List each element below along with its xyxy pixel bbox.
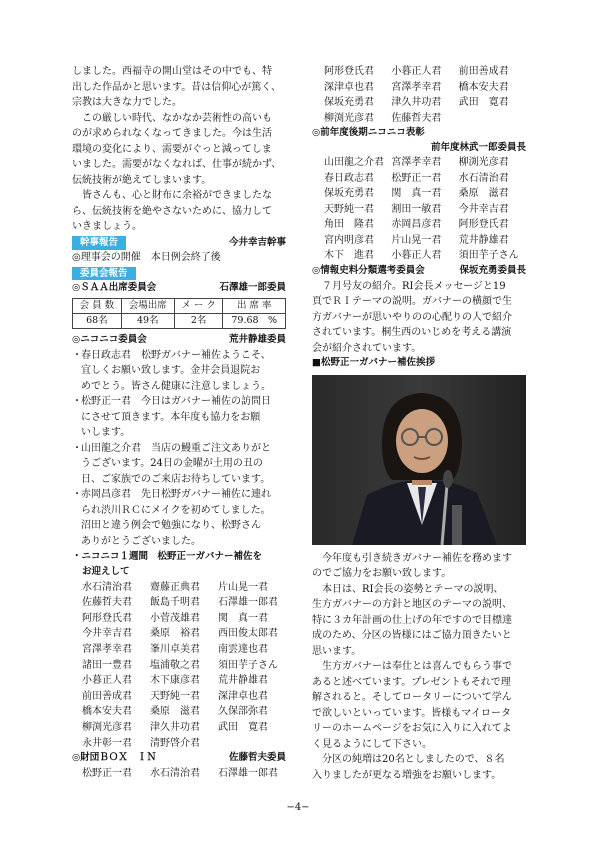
text-line: 伝統技術が絶えてしまいます。	[72, 174, 212, 186]
text-line: のが求められなくなってきました。今は生活	[72, 128, 272, 139]
member-name: 南雲達也君	[218, 643, 268, 655]
text-line: 解されると。そしてロータリーについて学ん	[312, 692, 512, 704]
text-line: 赤岡昌彦君 先日松野ガバナー補佐に連れ	[81, 489, 271, 501]
text-line: く見るようにして下さい。	[312, 738, 432, 750]
zenki-names	[312, 155, 526, 264]
text-line: 松野正一君 今日はガバナー補佐の訪問日	[81, 396, 271, 408]
member-name: 佐藤哲夫君	[82, 597, 132, 609]
box-heading: ◎財団ＢＯＸ ＩＮ	[72, 752, 157, 764]
niko-item	[72, 487, 286, 549]
kanji-report-label: 幹事報告	[72, 236, 126, 251]
text-line: ７月号友の紹介。RI会長メッセージと19	[322, 280, 506, 292]
table-cell: 68名	[73, 313, 122, 328]
joho-heading: ◎情報史料分類選考委員会	[312, 264, 425, 276]
member-name: 永井彰一君	[82, 737, 132, 749]
text-line: いました。需要がなくなれば、仕事が続かず、	[72, 159, 282, 170]
member-name: 荒井静雄君	[218, 675, 268, 687]
member-name: 峯川卓美君	[150, 643, 200, 655]
text-line: 入りましたが更なる増強をお願いします。	[312, 769, 502, 781]
table-cell: 79.68 %	[223, 313, 286, 328]
text-line: 生方ガバナーの方針と地区のテーマの説明、	[312, 599, 512, 611]
member-name: 木下康彦君	[150, 675, 200, 687]
member-name	[459, 111, 526, 127]
niko-week-subtitle: お迎えして	[82, 565, 130, 577]
member-name: 荒井静雄君	[458, 234, 509, 246]
member-name: 阿形登氏君	[458, 219, 509, 231]
text-line: うございます。24日の金曜が土用の丑の	[81, 458, 263, 470]
text-line: 本日は、RI会長の姿勢とテーマの説明、	[322, 583, 504, 595]
table-header-cell: メ ー ク	[174, 298, 223, 313]
text-line: にさせて頂きます。本年度も協力をお願	[81, 411, 261, 423]
member-name: 保坂充勇君	[324, 188, 374, 200]
member-name: 武田 寛君	[218, 721, 268, 733]
text-line: 沼田と違う例会で勉強になり、松野さん	[81, 520, 261, 532]
saa-heading: ◎ＳＡＡ出席委員会	[72, 282, 157, 294]
greeting-paragraph-3	[312, 659, 526, 752]
text-line: いします。	[81, 427, 131, 439]
member-name: 関 真一君	[391, 188, 442, 200]
member-name: 飯島千明君	[150, 597, 200, 609]
text-line: のでご協力をお願い致します。	[312, 568, 452, 580]
text-line: 出した作品かと思います。昔は信仰心が篤く、	[72, 81, 281, 93]
greeting-heading: ■松野正一ガバナー補佐挨拶	[312, 357, 435, 369]
member-name: 柳渕光彦君	[82, 721, 132, 733]
member-name: 津久井功君	[391, 97, 442, 108]
text-line: あると述べています。プレゼントもそれで理	[312, 676, 511, 688]
text-line: 思います。	[312, 645, 362, 657]
member-name: 水石清治君	[458, 172, 509, 184]
member-name: 石澤雄一郎君	[218, 767, 278, 779]
text-line: 成のため、分区の皆様にはご協力頂きたいと	[312, 630, 512, 642]
text-line: ありがとうございました。	[81, 535, 201, 547]
member-name: 宮澤孝幸君	[391, 81, 442, 93]
member-name: 前田善成君	[458, 66, 509, 77]
member-name: 赤岡昌彦君	[391, 219, 442, 231]
zenki-heading: ◎前年度後期ニコニコ表彰	[312, 127, 425, 138]
niko-list	[72, 348, 286, 550]
member-name: 深津卓也君	[218, 690, 268, 702]
text-line: しました。西福寺の開山堂はその中でも、特	[72, 66, 272, 77]
member-name: 山田龍之介君	[324, 157, 384, 169]
text-line: 方ガバナーが思いやりのの心配りの人で紹介	[312, 311, 512, 323]
member-name: 割田一敏君	[391, 203, 442, 215]
text-line: 特に３カ年計画の仕上げの年ですので目標達	[312, 614, 512, 626]
paragraph-tradition	[72, 111, 286, 189]
member-name: 津久井功君	[150, 721, 200, 733]
text-line: 宗教は大きな力でした。	[72, 97, 182, 108]
niko-item	[72, 441, 286, 488]
table-header-cell: 会 員 数	[73, 298, 122, 313]
member-name: 木下 進君	[324, 250, 374, 262]
text-line: 生方ガバナーは奉仕とは喜んでもらう事で	[322, 661, 512, 673]
member-name: 前田善成君	[82, 690, 132, 702]
member-name: 松野正一君	[391, 172, 442, 184]
member-name: 桑原 滋君	[150, 706, 200, 718]
member-name: 阿形登氏君	[82, 612, 132, 624]
niko-heading: ◎ニコニコ委員会	[72, 333, 147, 345]
member-name: 阿形登氏君	[324, 66, 374, 77]
bullet-mark: ・	[72, 396, 82, 408]
greeting-paragraph-2	[312, 582, 526, 660]
text-line: いきましょう。	[72, 221, 142, 232]
text-line: めでとう。皆さん健康に注意しましょう。	[81, 380, 271, 392]
niko-week-title: ・ニコニコ１週間 松野正一ガバナー補佐を	[72, 551, 263, 563]
member-name: 須田芋子さん	[458, 250, 519, 262]
text-line: られ渋川ＲＣにメイクを初めてしました。	[81, 504, 271, 516]
member-name: 小暮正人君	[391, 250, 442, 262]
member-name: 宮内明彦君	[324, 234, 374, 246]
niko-item	[72, 348, 286, 395]
member-name: 宮澤孝幸君	[391, 157, 442, 169]
member-name: 武田 寛君	[458, 97, 509, 108]
text-line: ら、伝統技術を絶やさないために、協力して	[72, 205, 272, 217]
member-name: 水石清治君	[82, 581, 132, 593]
table-cell: 49名	[121, 313, 174, 328]
box-person: 佐藤哲夫委員	[228, 752, 286, 764]
greeting-paragraph-4	[312, 752, 526, 783]
bullet-mark: ・	[72, 442, 82, 454]
member-name: 深津卓也君	[324, 81, 374, 93]
joho-text	[312, 279, 526, 357]
member-name: 橋本安夫君	[82, 706, 132, 718]
member-name: 桑原 裕君	[150, 628, 200, 640]
text-line: されています。桐生西のいじめを考える講演	[312, 327, 512, 339]
text-line: 皆さんも、心と財布に余裕ができましたな	[82, 190, 272, 201]
zenki-person: 前年度林武一郎委員長	[430, 141, 526, 153]
member-name: 関 真一君	[218, 612, 268, 624]
kanji-report-text: ◎理事会の開催 本日例会終了後	[72, 252, 221, 264]
text-line: 分区の純増は20名としましたので、８名	[322, 754, 505, 766]
niko-week-names-continued	[312, 64, 526, 126]
member-name: 石澤雄一郎君	[218, 597, 278, 609]
member-name: 橋本安夫君	[458, 81, 509, 93]
text-line: 宜しくお願い致します。金井会員退院お	[81, 365, 261, 377]
box-header	[72, 751, 286, 766]
kanji-report-header	[72, 236, 286, 251]
member-name: 今井幸吉君	[458, 203, 509, 215]
table-cell: 2名	[174, 313, 223, 328]
intro-text	[72, 64, 286, 111]
text-line: 環境の変化により、需要がぐっと減ってしま	[72, 143, 272, 155]
left-column	[72, 64, 286, 781]
member-name: 西田俊太郎君	[218, 628, 278, 640]
box-names	[72, 766, 286, 782]
right-column	[312, 64, 526, 783]
kanji-person: 今井幸吉幹事	[228, 236, 286, 248]
member-name: 天野純一君	[150, 690, 200, 702]
text-line: 会が紹介されています。	[312, 342, 422, 354]
member-name: 齋藤正典君	[150, 581, 200, 593]
text-line: 今年度も引き続きガバナー補佐を務めます	[322, 552, 512, 564]
member-name: 塩浦敬之君	[150, 659, 200, 671]
member-name: 久保部弥君	[218, 706, 268, 718]
member-name: 春日政志君	[324, 172, 374, 184]
table-header-cell: 出 席 率	[223, 298, 286, 313]
member-name: 小菅茂雄君	[150, 612, 200, 624]
member-name: 小暮正人君	[391, 66, 442, 77]
text-line: 日、ご家族でのご来店お待ちしています。	[81, 473, 271, 485]
member-name: 角田 隆君	[324, 219, 374, 231]
text-line: この厳しい時代、なかなか芸術性の高いも	[82, 112, 272, 124]
member-name: 柳渕光彦君	[458, 157, 509, 169]
speaker-photo	[312, 375, 526, 545]
saa-header	[72, 281, 286, 296]
niko-person: 荒井静雄委員	[228, 333, 286, 345]
greeting-paragraph-1	[312, 551, 526, 582]
member-name: 桑原 滋君	[458, 188, 509, 200]
member-name: 保坂充勇君	[324, 97, 374, 108]
member-name: 松野正一君	[82, 767, 132, 779]
member-name: 今井幸吉君	[82, 628, 132, 640]
member-name: 片山晃一君	[218, 581, 268, 593]
member-name	[218, 736, 286, 752]
member-name: 須田芋子さん	[218, 659, 278, 671]
joho-header	[312, 264, 526, 279]
member-name: 小暮正人君	[82, 675, 132, 687]
paragraph-support	[72, 188, 286, 235]
joho-person: 保坂充勇委員長	[459, 264, 526, 276]
text-line: リーのホームページをお気に入りに入れてよ	[312, 723, 512, 735]
page-number: −4−	[286, 802, 310, 813]
member-name: 宮澤孝幸君	[82, 643, 132, 655]
niko-week-names	[72, 580, 286, 752]
text-line: 山田龍之介君 当店の鰻重ご注文ありがと	[81, 442, 271, 454]
table-header-cell: 会場出席	[121, 298, 174, 313]
bullet-mark: ・	[72, 489, 82, 501]
text-line: で欲しいといっています。皆様もマイロータ	[312, 707, 511, 719]
niko-item	[72, 394, 286, 441]
committee-report-label: 委員会報告	[72, 267, 136, 280]
attendance-table	[72, 298, 286, 329]
member-name: 清野啓介君	[150, 737, 200, 749]
member-name: 天野純一君	[324, 203, 374, 215]
member-name: 水石清治君	[150, 767, 200, 779]
bullet-mark: ・	[72, 349, 82, 361]
text-line: 頁でＲＩテーマの説明。ガバナーの横顔で生	[312, 296, 512, 308]
member-name: 片山晃一君	[391, 234, 442, 246]
saa-person: 石澤雄一郎委員	[219, 282, 286, 294]
member-name: 諸田一豊君	[82, 659, 132, 671]
niko-header	[72, 333, 286, 348]
member-name: 柳渕光彦君	[324, 112, 374, 124]
member-name: 佐藤哲夫君	[391, 112, 442, 124]
text-line: 春日政志君 松野ガバナー補佐ようこそ、	[81, 349, 271, 361]
